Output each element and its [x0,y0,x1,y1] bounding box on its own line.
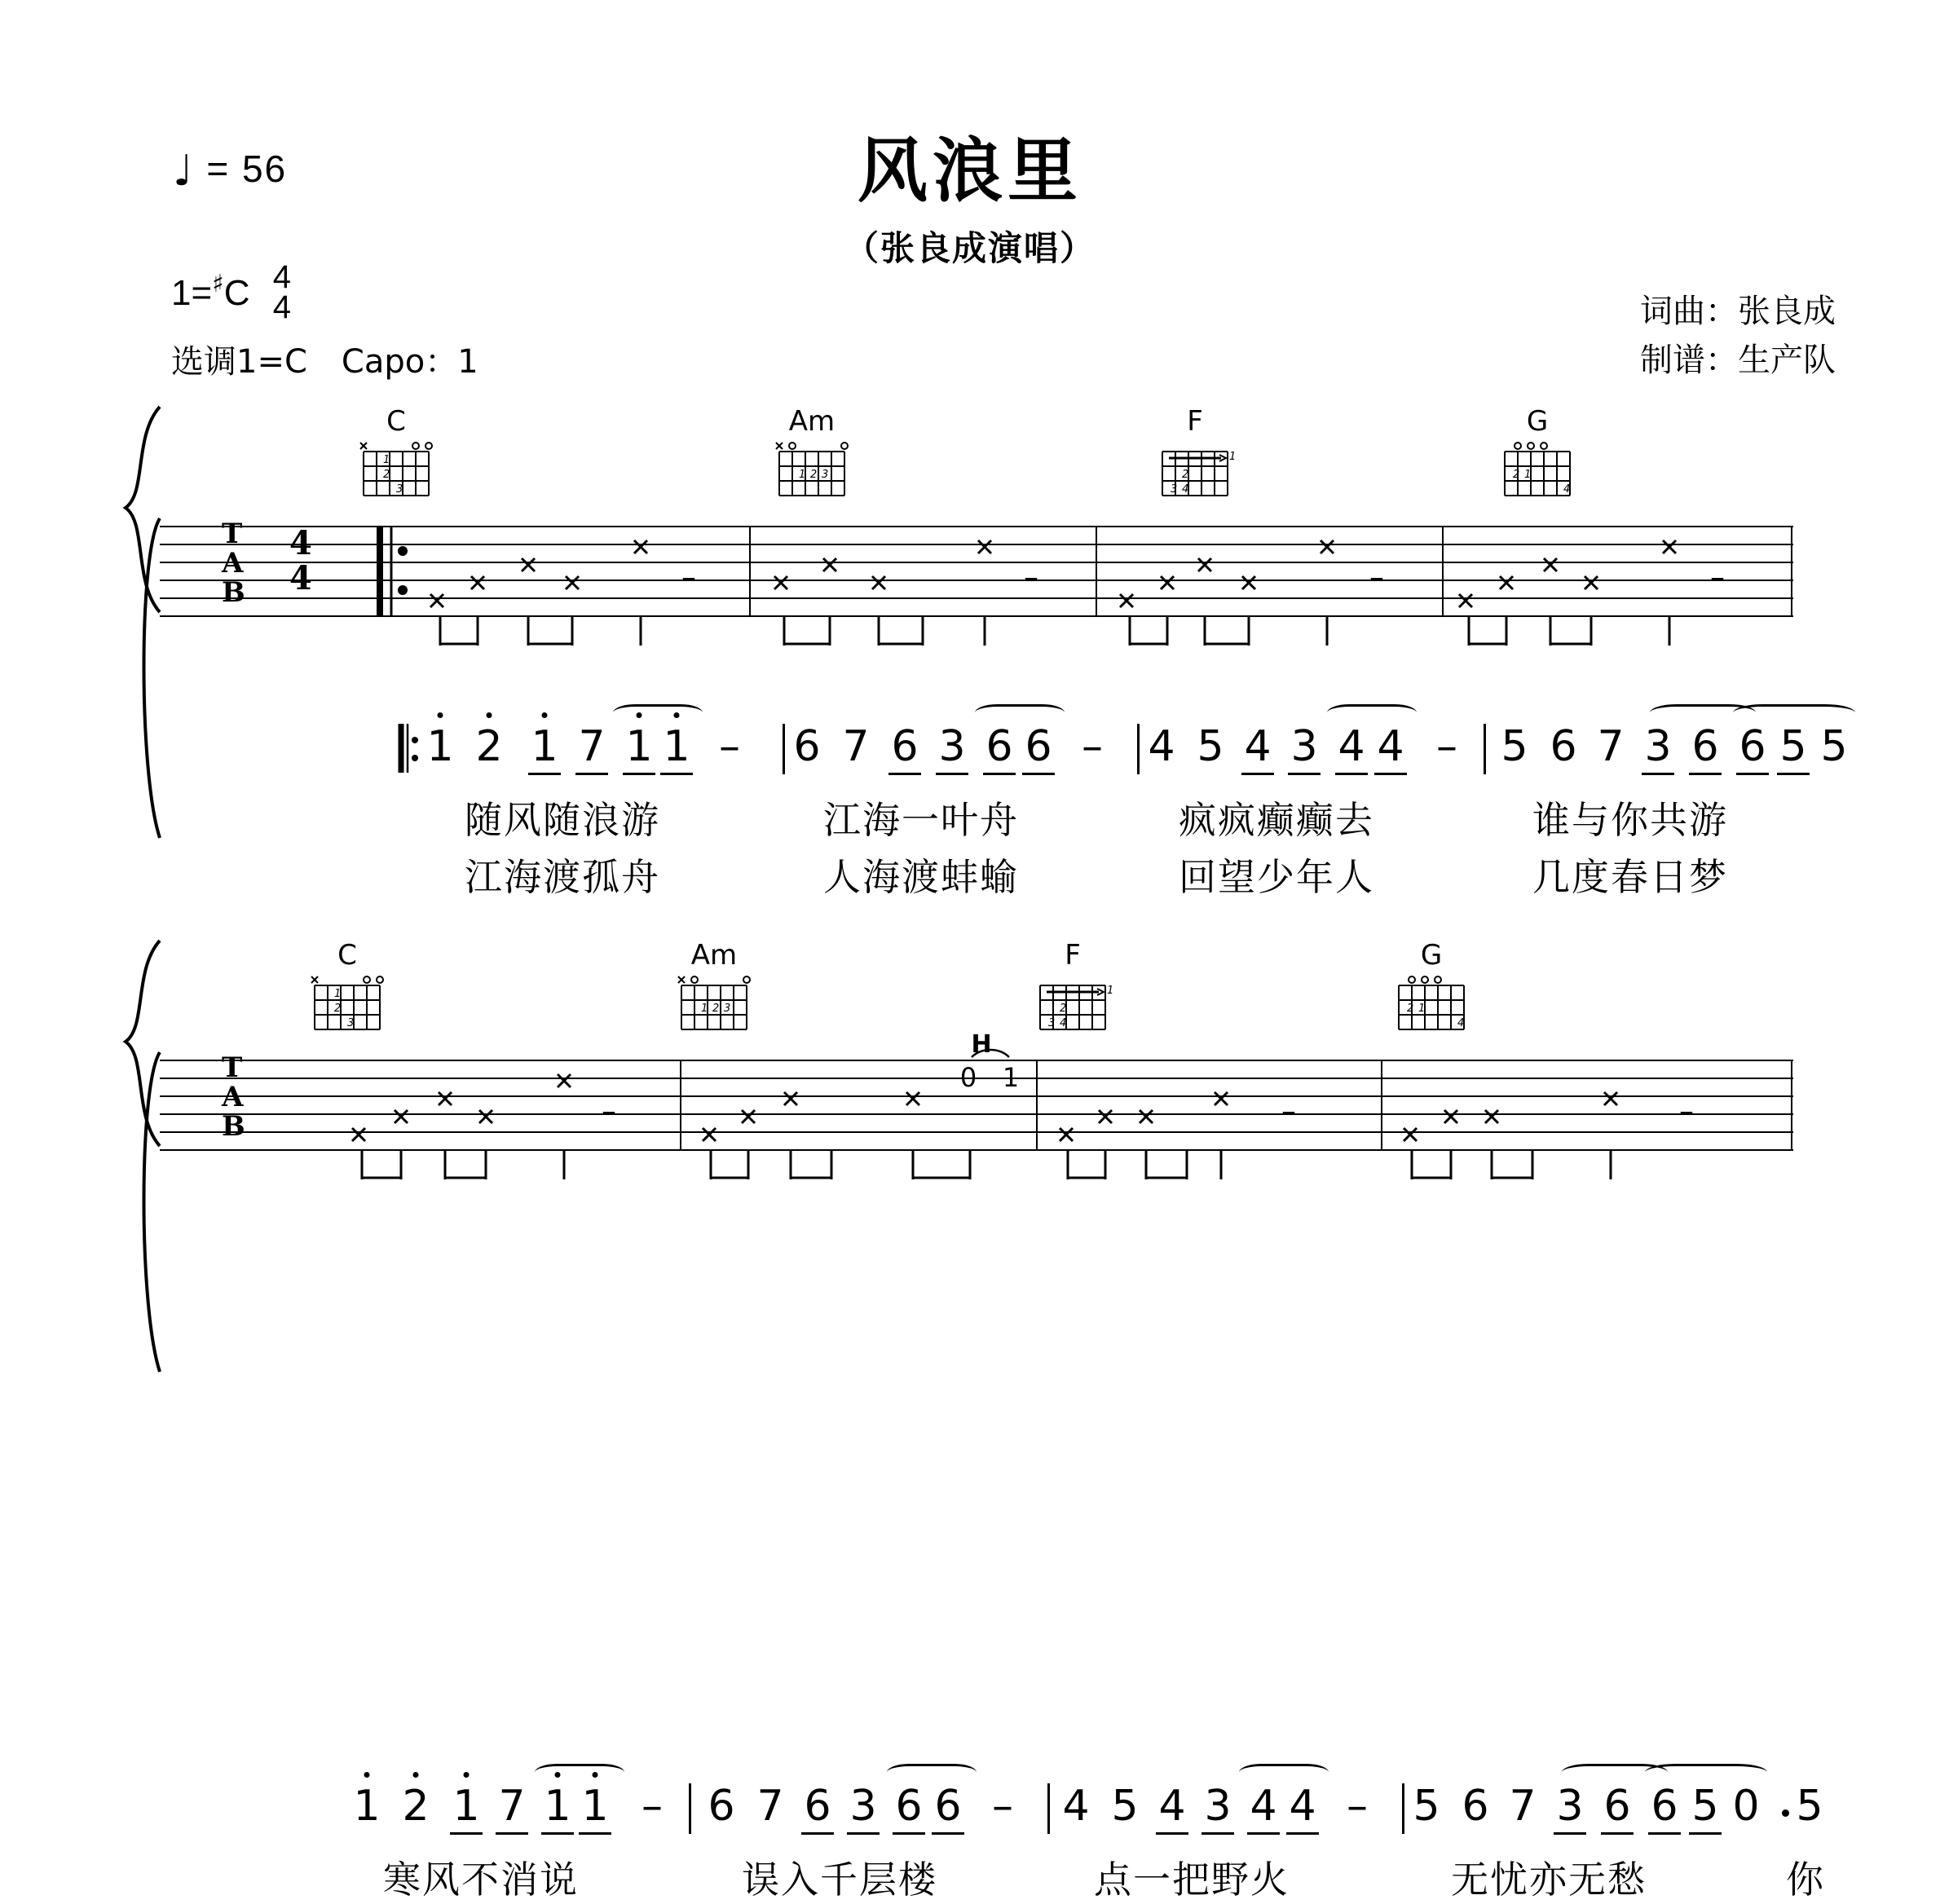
melody-note: 6 [1735,725,1770,768]
melody-note: 1 [577,1785,613,1827]
page-title: 风浪里 [858,130,1082,212]
svg-text:4: 4 [1457,1017,1465,1029]
melody-note: 0 [1732,1782,1760,1831]
svg-text:4: 4 [1563,483,1571,496]
octave-dot-icon [674,712,680,718]
chord-diagram-f [1027,941,1118,1047]
octave-dot-icon [464,1772,470,1778]
melody-note: 5 [1111,1782,1139,1831]
chord-diagram-c [351,405,442,513]
lyric-text: 寒风不消说 [383,1858,579,1902]
melody-note: 3 [1286,725,1322,768]
melody-note: 4 [1240,725,1276,768]
svg-text:3: 3 [822,469,829,481]
melody-barline [1137,724,1140,774]
melody-note: 7 [574,725,610,768]
lyric-text: 谁与你共游 [1532,798,1728,842]
slur-mark [887,1764,977,1781]
svg-text:2: 2 [334,1003,342,1015]
svg-text:3: 3 [1171,483,1178,496]
melody-note: 5 [1775,725,1811,768]
credit-words-music: 词曲：张良成 [1640,293,1836,330]
chord-diagram-row-2 [0,941,1940,1047]
augmentation-dot [1782,1809,1789,1817]
melody-note: 1 [527,725,562,768]
slur-mark [1327,704,1417,721]
chord-name: G [1526,405,1549,438]
svg-text:2: 2 [1182,469,1189,481]
melody-note: 5 [1501,722,1528,771]
melody-note: 6 [1687,725,1723,768]
melody-note: 6 [800,1785,836,1827]
slur-mark [535,1764,624,1781]
melody-note: 5 [1796,1782,1823,1831]
svg-text:2: 2 [383,469,390,481]
chord-diagram-g [1386,941,1477,1047]
melody-barline [689,1783,691,1834]
lyric-text: 误入千层楼 [742,1858,937,1902]
key-prefix: 1= [171,272,213,313]
svg-text:2: 2 [712,1003,720,1015]
melody-note: 5 [1197,722,1224,771]
svg-text:–: – [1710,561,1725,594]
slur-mark [1645,1764,1767,1781]
melody-note: 4 [1154,1785,1190,1827]
tempo-equals: = [206,148,231,190]
melody-note: 4 [1148,722,1175,771]
octave-dot-icon [593,1772,598,1778]
chord-diagram-row-1 [0,405,1940,513]
svg-text:1: 1 [1002,1062,1020,1093]
melody-note: 3 [1640,725,1676,768]
slur-mark [1239,1764,1329,1781]
melody-note: 6 [1462,1782,1489,1831]
svg-text:1: 1 [1418,1003,1426,1015]
lyric-text: 江海一叶舟 [823,798,1019,842]
svg-text:4: 4 [289,524,312,562]
melody-note: 5 [1413,1782,1440,1831]
time-signature-top: 4 [272,259,291,295]
tab-staff-2 [0,1030,1940,1201]
melody-note: 1 [349,1785,385,1827]
melody-dash: – [992,1782,1013,1831]
svg-text:1: 1 [1107,985,1114,997]
melody-block-2 [0,1782,1940,1902]
system-brace-2 [114,937,171,1149]
chord-name: G [1420,939,1443,972]
svg-text:H: H [971,1030,992,1059]
svg-text:T: T [222,1051,243,1084]
svg-text:–: – [681,561,696,594]
credit-arranger: 制谱：生产队 [1640,342,1836,379]
svg-text:1: 1 [701,1003,708,1015]
svg-text:0: 0 [959,1062,977,1093]
melody-note: 7 [756,1782,784,1831]
melody-note: 6 [708,1782,735,1831]
lyric-text: 江海渡孤舟 [465,855,660,899]
svg-text:4: 4 [1182,483,1189,496]
svg-text:B: B [222,576,245,609]
melody-note: 3 [845,1785,881,1827]
melody-note: 6 [1021,725,1056,768]
svg-text:3: 3 [347,1017,355,1029]
svg-text:1: 1 [1524,469,1532,481]
svg-text:B: B [222,1110,245,1143]
svg-text:–: – [1369,561,1384,594]
chord-diagram-g [1492,405,1583,513]
svg-text:4: 4 [289,559,312,597]
credits [1640,287,1836,385]
svg-text:1: 1 [799,469,806,481]
sharp-icon: ♯ [212,269,224,298]
melody-block-1 [0,722,1940,899]
slur-mark [975,704,1065,721]
octave-dot-icon [542,712,548,718]
svg-text:–: – [1024,561,1038,594]
svg-text:4: 4 [1060,1017,1067,1029]
melody-note: 2 [471,725,507,768]
chord-diagram-am [668,941,760,1047]
svg-text:T: T [222,518,243,550]
melody-note: 4 [1285,1785,1321,1827]
melody-note: 7 [1597,722,1625,771]
melody-dash: – [1347,1782,1368,1831]
melody-note: 7 [494,1785,530,1827]
svg-text:A: A [222,547,244,580]
octave-dot-icon [637,712,642,718]
melody-note: 3 [934,725,970,768]
melody-note: 5 [1820,722,1848,771]
melody-note: 2 [398,1785,434,1827]
melody-row [0,1782,1940,1855]
svg-text:–: – [1281,1095,1296,1128]
melody-note: 6 [981,725,1017,768]
octave-dot-icon [555,1772,561,1778]
chord-diagram-f [1149,405,1241,513]
melody-note: 4 [1062,1782,1090,1831]
melody-note: 3 [1200,1785,1236,1827]
slur-mark [1733,704,1855,721]
svg-text:2: 2 [1407,1003,1414,1015]
lyric-text: 回望少年人 [1179,855,1374,899]
chord-diagram-c [302,941,393,1047]
melody-note: 6 [1647,1785,1682,1827]
melody-note: 4 [1334,725,1369,768]
melody-note: 4 [1373,725,1409,768]
melody-note: 1 [621,725,657,768]
chord-name: Am [690,939,738,972]
lyric-text: 疯疯癫癫去 [1179,798,1374,842]
melody-note: 6 [1550,722,1577,771]
slur-mark [613,704,703,721]
tempo-value: 56 [241,148,288,190]
octave-dot-icon [364,1772,370,1778]
melody-note: 5 [1687,1785,1723,1827]
melody-note: 6 [1599,1785,1635,1827]
melody-barline [783,724,785,774]
chord-name: F [1187,405,1203,438]
svg-text:3: 3 [396,483,403,496]
svg-text:–: – [602,1095,616,1128]
melody-note: 7 [842,722,870,771]
melody-note: 1 [422,725,458,768]
key-letter: C [223,272,250,313]
melody-note: 4 [1246,1785,1281,1827]
chord-name: C [386,405,406,438]
lyric-text: 无忧亦无愁 [1451,1858,1647,1902]
octave-dot-icon [413,1772,419,1778]
svg-text:2: 2 [1060,1003,1067,1015]
melody-note: 1 [540,1785,575,1827]
melody-note: 1 [659,725,694,768]
svg-text:1: 1 [1229,451,1237,463]
melody-note: 6 [891,1785,927,1827]
melody-note: 6 [793,722,821,771]
chord-name: C [337,939,357,972]
melody-note: 6 [930,1785,966,1827]
svg-text:1: 1 [334,988,342,1000]
octave-dot-icon [438,712,443,718]
melody-dash: – [642,1782,663,1831]
melody-barline [1402,1783,1404,1834]
melody-note: 1 [448,1785,484,1827]
svg-text:3: 3 [1048,1017,1056,1029]
melody-barline [1484,724,1486,774]
tab-staff-1 [0,512,1940,667]
melody-row [0,722,1940,796]
svg-text:3: 3 [724,1003,731,1015]
lyric-text: 随风随浪游 [465,798,660,842]
chord-diagram-am [766,405,858,513]
selected-key: 选调1=C [171,343,307,381]
melody-dash: – [719,722,740,771]
melody-barline [1047,1783,1050,1834]
capo-line [171,336,478,382]
melody-note: 7 [1509,1782,1537,1831]
capo-position: Capo：1 [341,343,478,381]
svg-text:A: A [222,1081,244,1113]
chord-name: F [1065,939,1081,972]
svg-text:–: – [1679,1095,1694,1128]
lyric-text: 你 [1786,1858,1825,1902]
quarter-note-icon: ♩ [173,147,195,196]
svg-text:1: 1 [383,454,390,466]
time-signature [272,259,291,325]
svg-text:2: 2 [1513,469,1520,481]
chord-name: Am [788,405,836,438]
melody-note: 6 [887,725,923,768]
lyric-text: 几度春日梦 [1532,855,1728,899]
melody-note: 3 [1552,1785,1588,1827]
lyric-text: 人海渡蚌蝓 [823,855,1019,899]
key-signature [171,259,291,325]
system-brace-1 [114,403,171,615]
lyric-text: 点一把野火 [1094,1858,1290,1902]
page-subtitle: （张良成演唱） [844,228,1096,268]
melody-dash: – [1082,722,1103,771]
repeat-start-sign [398,722,419,774]
svg-text:2: 2 [810,469,818,481]
octave-dot-icon [487,712,492,718]
melody-dash: – [1436,722,1457,771]
time-signature-bottom: 4 [272,289,291,325]
